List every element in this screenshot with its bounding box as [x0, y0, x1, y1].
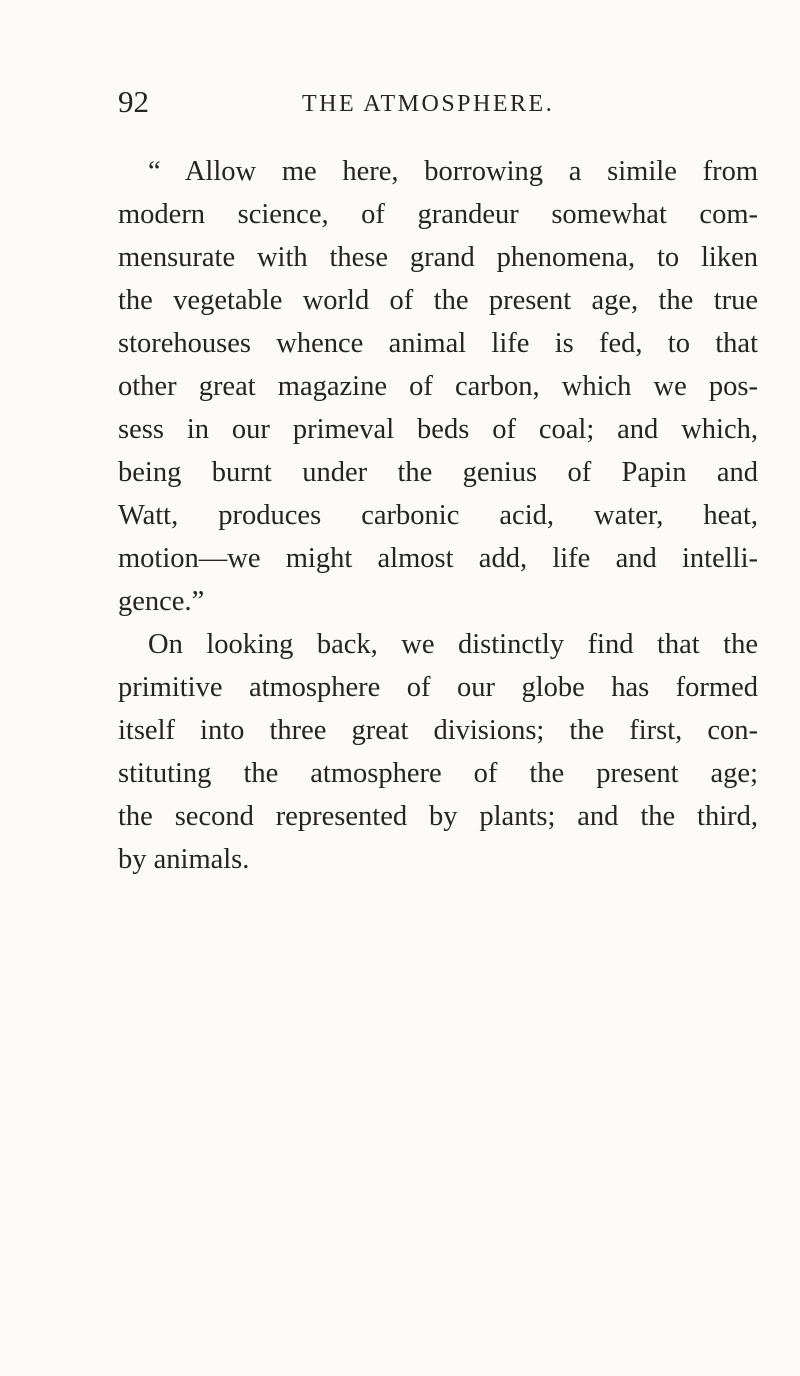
text-line: On looking back, we distinctly find that the — [148, 629, 758, 660]
page-number: 92 — [118, 84, 149, 119]
text-line: motion—we might almost add, life and intelli- — [118, 543, 758, 574]
running-head — [118, 82, 758, 122]
text-line: stituting the atmosphere of the present age; — [118, 758, 758, 789]
quote-paragraph — [118, 150, 758, 623]
text-line: “ Allow me here, borrowing a simile from — [148, 156, 758, 187]
text-line: being burnt under the genius of Papin and — [118, 457, 758, 488]
text-line: other great magazine of carbon, which we pos- — [118, 371, 758, 402]
text-line: modern science, of grandeur somewhat com- — [118, 199, 758, 230]
text-line: the vegetable world of the present age, the true — [118, 285, 758, 316]
text-line: mensurate with these grand phenomena, to liken — [118, 242, 758, 273]
running-title: THE ATMOSPHERE. — [302, 91, 555, 117]
text-line: primitive atmosphere of our globe has formed — [118, 672, 758, 703]
text-line: storehouses whence animal life is fed, to that — [118, 328, 758, 359]
text-line: gence.” — [118, 586, 205, 617]
text-line: the second represented by plants; and the third, — [118, 801, 758, 832]
body-text — [118, 150, 758, 881]
text-line: by animals. — [118, 844, 250, 875]
text-line: itself into three great divisions; the first, con- — [118, 715, 758, 746]
text-line: Watt, produces carbonic acid, water, heat, — [118, 500, 758, 531]
body-paragraph — [118, 623, 758, 881]
text-line: sess in our primeval beds of coal; and which, — [118, 414, 758, 445]
